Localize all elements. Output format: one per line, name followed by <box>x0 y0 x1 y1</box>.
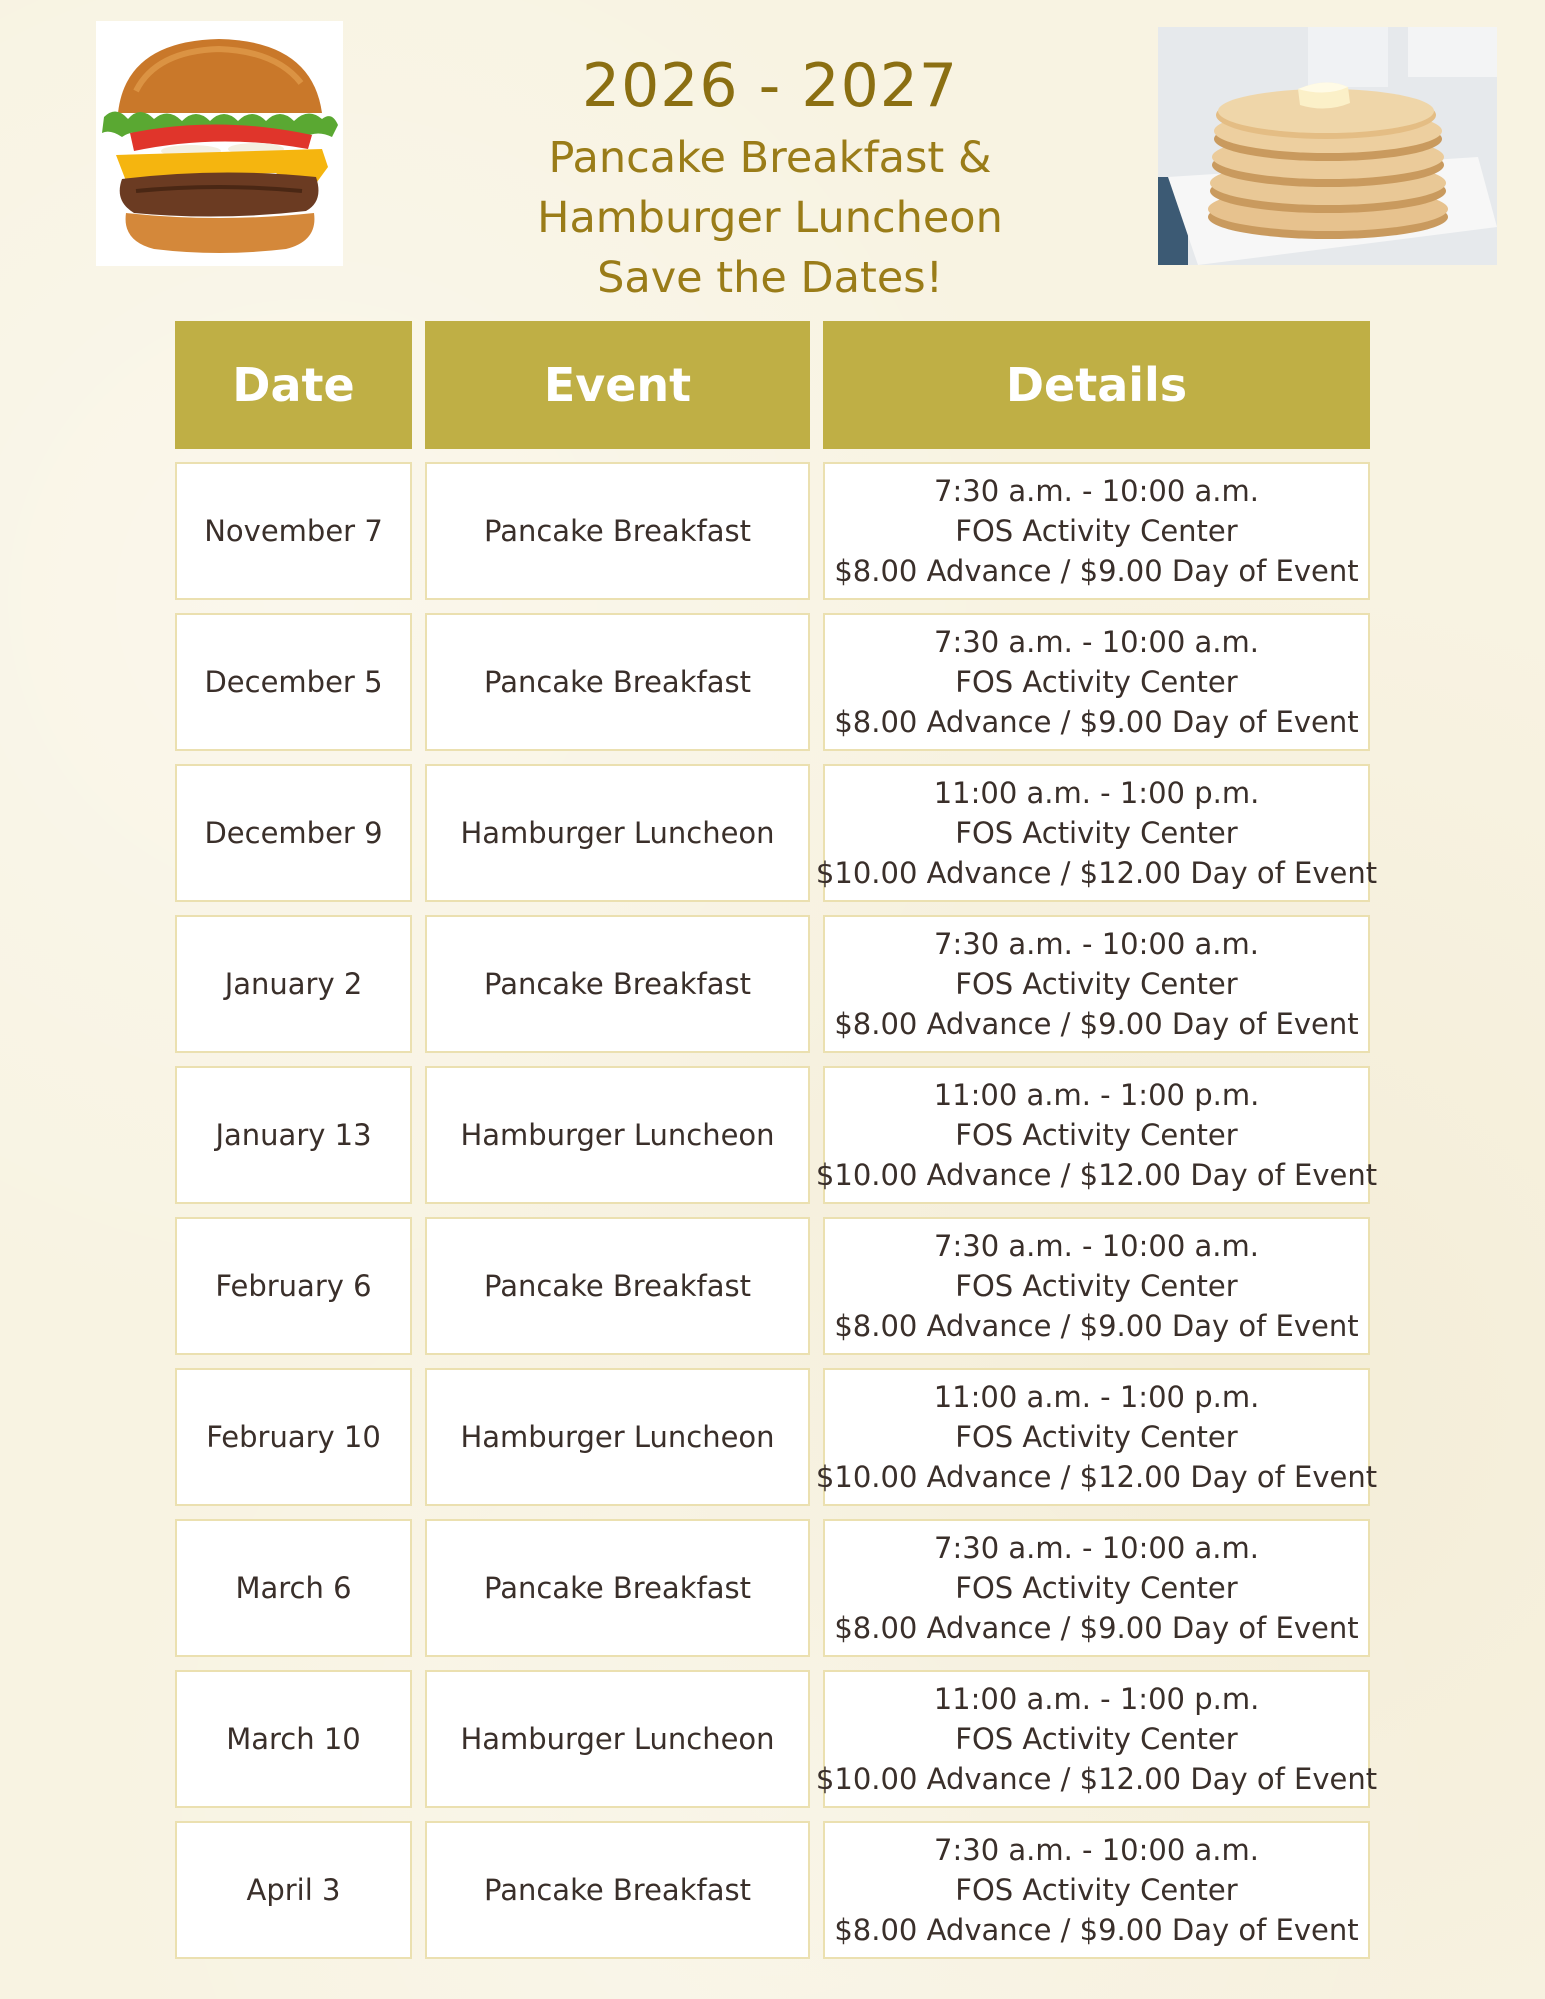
column-header-date: Date <box>175 321 412 449</box>
event-price: $8.00 Advance / $9.00 Day of Event <box>834 1007 1359 1041</box>
event-location: FOS Activity Center <box>955 1873 1238 1907</box>
date-cell: February 6 <box>175 1217 412 1355</box>
date-cell: December 9 <box>175 764 412 902</box>
event-location: FOS Activity Center <box>955 967 1238 1001</box>
event-price: $8.00 Advance / $9.00 Day of Event <box>834 554 1359 588</box>
event-time: 11:00 a.m. - 1:00 p.m. <box>933 776 1260 810</box>
table-row <box>175 915 1370 1053</box>
event-location: FOS Activity Center <box>955 1269 1238 1303</box>
subtitle-line-1: Pancake Breakfast & <box>548 133 992 183</box>
event-cell: Pancake Breakfast <box>425 915 810 1053</box>
event-location: FOS Activity Center <box>955 665 1238 699</box>
page-title-year: 2026 - 2027 <box>581 51 959 121</box>
date-cell: March 10 <box>175 1670 412 1808</box>
table-row <box>175 613 1370 751</box>
event-time: 7:30 a.m. - 10:00 a.m. <box>934 1833 1259 1867</box>
event-time: 7:30 a.m. - 10:00 a.m. <box>934 1531 1259 1565</box>
date-cell: February 10 <box>175 1368 412 1506</box>
event-cell: Pancake Breakfast <box>425 1821 810 1959</box>
event-time: 7:30 a.m. - 10:00 a.m. <box>934 474 1259 508</box>
details-cell <box>815 1368 1378 1506</box>
details-cell <box>823 1519 1370 1657</box>
event-price: $8.00 Advance / $9.00 Day of Event <box>834 1309 1359 1343</box>
event-cell: Hamburger Luncheon <box>425 764 810 902</box>
date-cell: January 13 <box>175 1066 412 1204</box>
table-row <box>175 1670 1378 1808</box>
table-row <box>175 1519 1370 1657</box>
event-time: 7:30 a.m. - 10:00 a.m. <box>934 1229 1259 1263</box>
event-time: 7:30 a.m. - 10:00 a.m. <box>934 625 1259 659</box>
details-cell <box>823 915 1370 1053</box>
date-cell: December 5 <box>175 613 412 751</box>
event-cell: Hamburger Luncheon <box>425 1368 810 1506</box>
table-row <box>175 462 1370 600</box>
table-row <box>175 764 1378 902</box>
schedule-table <box>175 321 1378 1972</box>
table-body <box>175 462 1378 1959</box>
event-price: $10.00 Advance / $12.00 Day of Event <box>815 1460 1378 1494</box>
date-cell: March 6 <box>175 1519 412 1657</box>
hamburger-image <box>96 21 343 266</box>
event-cell: Pancake Breakfast <box>425 462 810 600</box>
event-price: $8.00 Advance / $9.00 Day of Event <box>834 1913 1359 1947</box>
event-location: FOS Activity Center <box>955 816 1238 850</box>
table-row <box>175 1821 1370 1959</box>
event-price: $10.00 Advance / $12.00 Day of Event <box>815 1158 1378 1192</box>
date-cell: April 3 <box>175 1821 412 1959</box>
event-cell: Hamburger Luncheon <box>425 1066 810 1204</box>
column-header-event: Event <box>425 321 810 449</box>
event-cell: Pancake Breakfast <box>425 1519 810 1657</box>
event-price: $10.00 Advance / $12.00 Day of Event <box>815 1762 1378 1796</box>
event-time: 11:00 a.m. - 1:00 p.m. <box>933 1078 1260 1112</box>
event-location: FOS Activity Center <box>955 1118 1238 1152</box>
table-row <box>175 1066 1378 1204</box>
event-location: FOS Activity Center <box>955 514 1238 548</box>
event-time: 11:00 a.m. - 1:00 p.m. <box>933 1682 1260 1716</box>
details-cell <box>823 613 1370 751</box>
hamburger-illustration <box>96 21 343 266</box>
details-cell <box>823 462 1370 600</box>
subtitle-line-3: Save the Dates! <box>597 253 943 303</box>
details-cell <box>815 1670 1378 1808</box>
event-location: FOS Activity Center <box>955 1420 1238 1454</box>
details-cell <box>823 1217 1370 1355</box>
event-time: 7:30 a.m. - 10:00 a.m. <box>934 927 1259 961</box>
details-cell <box>823 1821 1370 1959</box>
event-cell: Pancake Breakfast <box>425 1217 810 1355</box>
table-row <box>175 1217 1370 1355</box>
pancake-image <box>1158 27 1497 265</box>
details-cell <box>815 764 1378 902</box>
event-price: $8.00 Advance / $9.00 Day of Event <box>834 705 1359 739</box>
column-header-details: Details <box>823 321 1370 449</box>
event-price: $8.00 Advance / $9.00 Day of Event <box>834 1611 1359 1645</box>
date-cell: November 7 <box>175 462 412 600</box>
pancake-stack-illustration <box>1158 27 1497 265</box>
date-cell: January 2 <box>175 915 412 1053</box>
event-price: $10.00 Advance / $12.00 Day of Event <box>815 856 1378 890</box>
event-time: 11:00 a.m. - 1:00 p.m. <box>933 1380 1260 1414</box>
table-header-row <box>175 321 1370 449</box>
title-block <box>470 50 1070 308</box>
details-cell <box>815 1066 1378 1204</box>
event-location: FOS Activity Center <box>955 1571 1238 1605</box>
event-cell: Pancake Breakfast <box>425 613 810 751</box>
subtitle-line-2: Hamburger Luncheon <box>537 193 1003 243</box>
event-location: FOS Activity Center <box>955 1722 1238 1756</box>
table-row <box>175 1368 1378 1506</box>
event-cell: Hamburger Luncheon <box>425 1670 810 1808</box>
